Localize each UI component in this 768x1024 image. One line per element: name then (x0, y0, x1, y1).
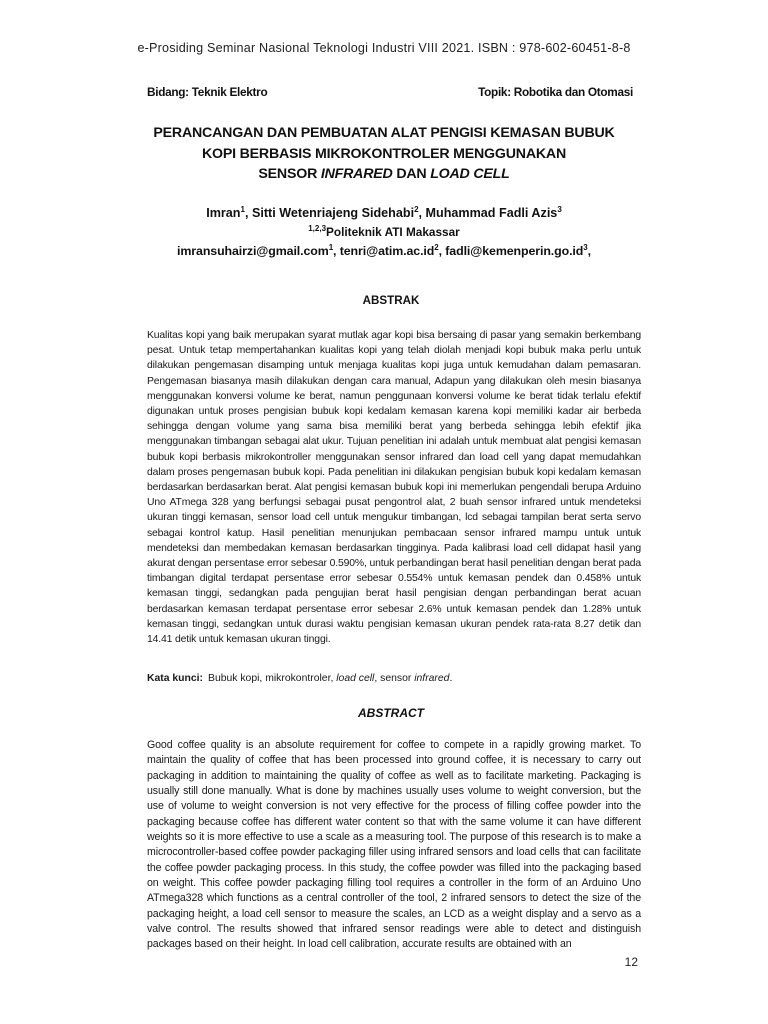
title-line-3 (100, 164, 668, 185)
email-3: fadli@kemenperin.go.id (445, 244, 584, 258)
keyword-infrared: infrared (414, 673, 450, 684)
author-3-sup: 3 (557, 204, 562, 214)
title-line-2: KOPI BERBASIS MIKROKONTROLER MENGGUNAKAN (201, 145, 567, 162)
paper-title (100, 123, 668, 185)
abstract-heading: ABSTRACT (358, 706, 424, 720)
title-infrared: INFRARED (320, 166, 393, 182)
keywords-label: Kata kunci: (147, 673, 204, 684)
email-trail: , (587, 244, 591, 258)
title-line-3-prefix: SENSOR (258, 166, 321, 182)
page-number: 12 (624, 955, 638, 969)
email-1-sup: 1 (328, 242, 334, 252)
author-3: Muhammad Fadli Azis (425, 206, 558, 220)
email-sep-2: , (438, 244, 446, 258)
keywords-part-1: Bubuk kopi, mikrokontroler, (208, 673, 337, 684)
abstrak-heading: ABSTRAK (362, 294, 420, 307)
affiliation-name: Politeknik ATI Makassar (326, 225, 460, 239)
email-2: tenri@atim.ac.id (339, 244, 435, 258)
author-1: Imran (206, 206, 241, 220)
author-2: Sitti Wetenriajeng Sidehabi (251, 206, 415, 220)
author-1-sup: 1 (240, 204, 245, 214)
keywords (147, 673, 641, 684)
field-label: Bidang: Teknik Elektro (147, 85, 268, 99)
keywords-part-2: , sensor (374, 673, 415, 684)
author-sep-2: , (418, 206, 426, 220)
email-2-sup: 2 (434, 242, 439, 252)
author-sep-1: , (244, 206, 252, 220)
meta-row (147, 85, 635, 99)
title-load-cell: LOAD CELL (430, 166, 510, 182)
keyword-load-cell: load cell (336, 673, 375, 684)
abstrak-body: Kualitas kopi yang baik merupakan syarat mutlak agar kopi bisa bersaing di pasar yang semakin berkembang pesat. Untuk tetap mempertahankan kualitas kopi yang telah diolah menjadi kopi bubuk maka perlu untuk dilakukan pengemasan disamping untuk menjaga kualitas kopi juga untuk kemudahan dalam pemasaran. Pengemasan biasanya masih dilakukan dengan cara manual, Adapun yang dilakukan oleh mesin biasanya menggunakan konversi volume ke berat, namun penggunaan konversi volume ke berat tidak terlalu efektif digunakan untuk proses pengisian bubuk kopi kedalam kemasan karena kopi memiliki kadar air berbeda sehingga dengan volume yang sama bisa memiliki berat yang berbeda sehingga lebih efektif jika menggunakan timbangan sebagai alat ukur. Tujuan penelitian ini adalah untuk membuat alat pengisi kemasan bubuk kopi berbasis mikrokontroller menggunakan sensor infrared dan load cell yang dapat memudahkan dalam proses pengemasan bubuk kopi. Pada penelitian ini dilakukan pengisian bubuk kopi kedalam kemasan berdasarkan berdasarkan berat. Alat pengisi kemasan bubuk kopi ini memerlukan pengendali berupa Arduino Uno ATmega 328 yang berfungsi sebagai pusat pengontrol alat, 2 buah sensor infrared untuk mendeteksi ukuran tinggi kemasan, sensor load cell untuk mengukur timbangan, lcd sebagai tampilan berat serta servo sebagai kontrol katup. Hasil penelitian menunjukan pembacaan sensor infrared mampu untuk untuk mendeteksi dan membedakan kemasan berdasarkan tingginya. Pada kalibrasi load cell didapat hasil yang akurat dengan persentase error sebesar 0.590%, untuk perbandingan berat hasil penelitian dengan berat pada timbangan digital terdapat persentase error sebesar 0.554% untuk kemasan pendek dan 0.458% untuk kemasan tinggi, sedangkan pada pengujian berat hasil pengisian dengan perbandingan berat acuan berdasarkan kemasan terdapat persentase error sebesar 2.6% untuk kemasan pendek dan 1.28% untuk kemasan tinggi, sedangkan untuk durasi waktu pengisian kemasan ukuran pendek rata-rata 8.27 detik dan 14.41 detik untuk kemasan ukuran tinggi. (147, 330, 641, 646)
email-1: imransuhairzi@gmail.com (177, 244, 329, 258)
title-line-1: PERANCANGAN DAN PEMBUATAN ALAT PENGISI KEMASAN BUBUK (153, 125, 615, 141)
title-line-3-mid: DAN (392, 166, 431, 182)
keywords-end: . (449, 673, 453, 684)
abstract-body: Good coffee quality is an absolute requirement for coffee to compete in a rapidly growing market. To maintain the quality of coffee that has been processed into ground coffee, it is necessary to carry out packaging in addition to maintaining the quality of coffee as well as to facilitate marketing. Packaging is usually still done manually. What is done by machines usually uses volume to weight conversion, but the use of volume to weight conversion is not very effective for the process of filling coffee powder into the packaging because coffee has different water content so that with the same volume it can have different weights so it is more effective to use a scale as a measuring tool. The purpose of this research is to make a microcontroller-based coffee powder packaging filler using infrared sensors and load cells that can facilitate the coffee powder packaging process. In this study, the coffee powder was filled into the packaging based on weight. This coffee powder packaging filling tool requires a controller in the form of an Arduino Uno ATmega328 which functions as a central controller of the tool, 2 infrared sensors to detect the size of the packaging height, a load cell sensor to measure the scales, an LCD as a weight display and a servo as a valve control. The results showed that infrared sensor readings were able to detect and distinguish packages based on their height. In load cell calibration, accurate results are obtained with an (147, 739, 641, 951)
email-3-sup: 3 (583, 242, 588, 252)
email-sep-1: , (333, 244, 340, 258)
author-list (0, 206, 768, 220)
running-header: e-Prosiding Seminar Nasional Teknologi Industri VIII 2021. ISBN : 978-602-60451-8-8 (137, 41, 631, 55)
affiliation-sup: 1,2,3 (308, 224, 327, 234)
author-2-sup: 2 (414, 204, 419, 214)
email-list (0, 244, 768, 258)
topic-label: Topik: Robotika dan Otomasi (478, 85, 633, 99)
affiliation (0, 225, 768, 239)
